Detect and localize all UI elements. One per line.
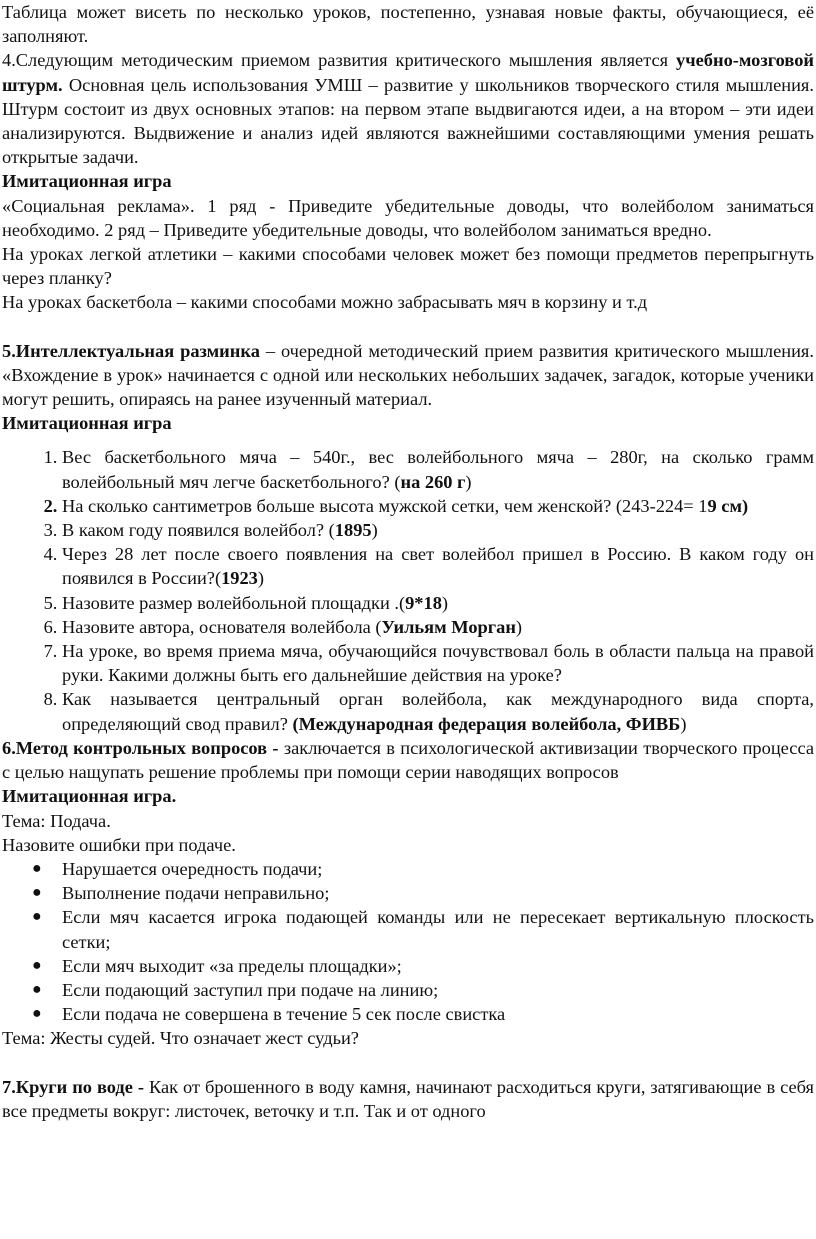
section-4-text: Основная цель использования УМШ – развитие у школьников творческого стиля мышления. Штурм состоит из двух основных этапов: на первом этапе выдвигаются идеи, а на втором – эти идеи анализируются. Выдвижение и анализ идей являются важнейшими составляющими умения решать открытые задачи.	[2, 74, 814, 168]
question-end: )	[680, 713, 687, 734]
list-item	[32, 857, 814, 881]
list-item-text: Нарушается очередность подачи;	[62, 858, 323, 879]
question-item	[62, 518, 814, 542]
bullet-icon: ●	[32, 1005, 42, 1023]
question-end: )	[371, 520, 378, 541]
question-item	[62, 494, 814, 518]
list-item-text: Если мяч касается игрока подающей команды или не пересекает вертикальную плоскость сетки;	[62, 907, 814, 952]
section-5-text: – очередной методический прием развития критического мышления. «Вхождение в урок» начинается с одной или нескольких небольших задачек, загадок, которые ученики могут решить, опираясь на ранее изученный материал.	[2, 340, 814, 410]
bullet-icon: ●	[32, 859, 42, 877]
question-end: )	[257, 568, 264, 589]
question-text: Назовите размер волейбольной площадки .(	[62, 592, 406, 613]
question-answer: 9*18	[405, 592, 442, 613]
question-text: На сколько сантиметров больше высота мужской сетки, чем женской? (243-224= 1	[62, 495, 708, 516]
question-answer: 1895	[334, 520, 372, 541]
questions-list	[2, 445, 814, 735]
section-4-paragraph	[2, 48, 814, 169]
theme-serve: Тема: Подача.	[2, 810, 111, 831]
list-item-text: Если мяч выходит «за пределы площадки»;	[62, 955, 402, 976]
question-end: )	[441, 592, 449, 613]
question-item	[62, 615, 814, 639]
section-6-text: заключается в психологической активизации творческого процесса с целью нащупать решение проблемы при помощи серии наводящих вопросов	[2, 737, 814, 783]
serve-errors-list	[2, 857, 814, 1026]
section-7-paragraph	[2, 1075, 814, 1123]
question-end: )	[465, 471, 472, 492]
section-7-term: 7.Круги по воде -	[2, 1076, 144, 1097]
question-answer: на 260 г	[400, 471, 466, 492]
list-item-text: Если подающий заступил при подаче на линию;	[62, 979, 439, 1000]
bullet-icon: ●	[32, 980, 42, 998]
bullet-icon: ●	[32, 956, 42, 974]
section-7-text: Как от брошенного в воду камня, начинают расходиться круги, затягивающие в себя все предметы вокруг: листочек, веточку и т.п. Так и от одного	[2, 1076, 814, 1121]
list-item	[32, 954, 814, 978]
list-item	[32, 905, 814, 953]
question-item	[62, 687, 814, 735]
spacer	[2, 1051, 814, 1075]
question-answer: 1923	[221, 568, 258, 589]
section-4-lead: 4.Следующим методическим приемом развития критического мышления является	[2, 50, 677, 71]
question-text: Вес баскетбольного мяча – 540г., вес волейбольного мяча – 280г, на сколько грамм волейбольный мяч легче баскетбольного? (	[62, 447, 814, 492]
question-end: )	[515, 616, 523, 637]
intro-paragraph: Таблица может висеть по несколько уроков, постепенно, узнавая новые факты, обучающиеся, её заполняют.	[2, 2, 814, 47]
question-item	[62, 639, 814, 687]
section-6-paragraph	[2, 736, 814, 784]
list-item	[32, 881, 814, 905]
question-text: На уроке, во время приема мяча, обучающийся почувствовал боль в области пальца на правой руки. Какими должны быть его дальнейшие действия на уроке?	[62, 641, 814, 686]
section-4-game-paragraph-1: «Социальная реклама». 1 ряд - Приведите убедительные доводы, что волейболом заниматься необходимо. 2 ряд – Приведите убедительные доводы, что волейболом заниматься вредно.	[2, 195, 814, 240]
question-item	[62, 445, 814, 493]
section-5-game-heading: Имитационная игра	[2, 413, 172, 434]
question-text: Как называется центральный орган волейбола, как международного вида спорта, определяющий свод правил?	[62, 689, 814, 734]
question-item	[62, 591, 814, 615]
list-item-text: Выполнение подачи неправильно;	[62, 883, 330, 904]
question-answer: 9 см)	[707, 495, 749, 516]
list-item	[32, 1002, 814, 1026]
serve-task: Назовите ошибки при подаче.	[2, 834, 236, 855]
question-text: Через 28 лет после своего появления на свет волейбол пришел в Россию. В каком году он появился в России?(	[62, 544, 814, 589]
section-4-game-paragraph-2: На уроках легкой атлетики – какими способами человек может без помощи предметов перепрыгнуть через планку?	[2, 244, 814, 289]
list-item-text: Если подача не совершена в течение 5 сек после свистка	[62, 1004, 506, 1025]
question-answer: (Международная федерация волейбола, ФИВБ	[292, 713, 681, 734]
section-5-term: 5.Интеллектуальная разминка	[2, 340, 260, 361]
spacer	[2, 315, 814, 339]
theme-gestures: Тема: Жесты судей. Что означает жест судьи?	[2, 1028, 359, 1049]
section-4-term: учебно-мозговой штурм.	[2, 50, 814, 95]
list-item	[32, 978, 814, 1002]
section-6-term: 6.Метод контрольных вопросов -	[2, 737, 279, 758]
question-text: Назовите автора, основателя волейбола (	[62, 616, 382, 637]
section-4-game-paragraph-3: На уроках баскетбола – какими способами можно забрасывать мяч в корзину и т.д	[2, 292, 648, 313]
question-answer: Уильям Морган	[381, 616, 516, 637]
bullet-icon: ●	[32, 908, 42, 926]
bullet-icon: ●	[32, 884, 42, 902]
section-6-game-heading: Имитационная игра.	[2, 786, 177, 807]
question-text: В каком году появился волейбол? (	[62, 520, 335, 541]
question-item	[62, 542, 814, 590]
section-4-game-heading: Имитационная игра	[2, 171, 172, 192]
section-5-paragraph	[2, 339, 814, 412]
